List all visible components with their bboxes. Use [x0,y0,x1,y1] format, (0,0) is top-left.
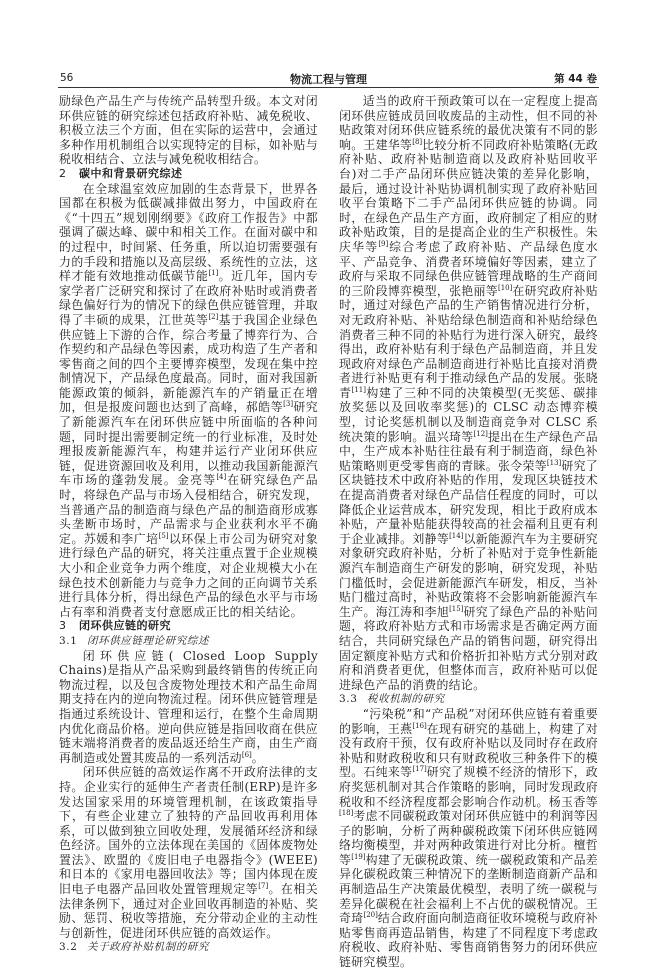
citation-ref: [17] [412,765,427,774]
paragraph-text: 。 [251,750,264,765]
citation-ref: [20] [363,911,378,920]
heading-title: 碳中和背景研究综述 [79,166,183,180]
paragraph-text: 综合考虑了政府补贴、产品绿色度水平、产品竞争、消费者环境偏好等因素，建立了政府与采取不同绿色供应链管理战略的生产商间的三阶段博弈模型，张艳丽等 [339,239,598,298]
citation-ref: [2] [208,312,219,321]
paragraph-text: “污染税”和“产品税”对闭环供应链有着重要的影响，王燕 [339,706,598,736]
citation-ref: [3] [283,400,294,409]
citation-ref: [12] [473,429,488,438]
heading-number: 3.1 [59,634,78,647]
paragraph-text: 比较分析不同政府补贴策略(无政府补贴、政府补贴制造商以及政府补贴回收平台)对二手产品闭环供应链决策的差异化影响，最后，通过设计补贴协调机制实现了政府补贴回收平台策略下二手产品闭环供应链的协调。同时，在绿色产品生产方面，政府制定了相应的财政补贴政策，目的是提高企业的生产积极性。朱庆华等 [339,137,598,254]
citation-ref: [6] [241,750,252,759]
paragraph [59,182,318,620]
paragraph [339,707,598,970]
paragraph-text: 提出在生产绿色产品中，生产成本补贴往往最有利于制造商，绿色补贴策略则更受零售商的青睐。张令荣等 [339,429,598,473]
paragraph-text: 以环保上市公司为研究对象进行绿色产品的研究，将关注重点置于企业规模大小和企业竞争力两个维度，对企业规模大小在绿色技术创新能力与竞争力之间的正向调节关系进行具体分析，得出绿色产品的绿色水平与市场占有率和消费者支付意愿成正比的相关结论。 [59,531,319,619]
paragraph-text: 研究了区块链技术中政府补贴的作用，发现区块链技术在提高消费者对绿色产品信任程度的同时，可以降低企业运营成本，研究发现，相比于政府成本补贴，产量补贴能获得较高的社会福利且更有利于企业减排。刘静等 [339,458,598,546]
paragraph-text: 。在相关法律条例下，通过对企业回收再制造的补贴、奖励、惩罚、税收等措施，充分带动企业的主动性与创新性，促进闭环供应链的高效运作。 [59,882,319,940]
heading-number: 3 [59,619,67,633]
paragraph-text: 考虑不同碳税政策对闭环供应链中的利润等因子的影响，分析了两种碳税政策下闭环供应链网络均衡模型，并对两种政策进行对比分析。檀哲等 [339,809,598,867]
heading-title: 闭环供应链理论研究综述 [87,634,210,647]
paragraph-text: 在研究政府补贴时，通过对绿色产品的生产销售情况进行分析，对无政府补贴、补贴给绿色制造商和补贴给绿色消费者三种不同的补贴行为进行深入研究，最终得出，政府补贴有利于绿色产品制造商，并且发现政府对绿色产品制造商进行补贴比直接对消费者进行补贴更有利于推动绿色产品的发展。张晓青 [339,283,598,400]
paragraph-text: 。近几年，国内专家学者广泛研究和探讨了在政府补贴时或消费者绿色偏好行为的情况下的绿色供应链管理，并取得了丰硕的成果，江世英等 [59,269,319,327]
volume-label: 第 44 卷 [554,73,597,85]
heading-title: 闭环供应链的研究 [79,619,171,633]
citation-ref: [10] [498,283,513,292]
paragraph-text: 基于我国企业绿色供应链上下游的合作，综合考量了博弈行为、合作契约和产品绿色等因素，成功构造了生产者和零售商之间的四个主要博弈模型，发现在集中控制情况下，产品绿色度最高。同时，面对我国新能源政策的倾斜，新能源汽车的产销量正在增加，但是报废问题也达到了高峰，郝皓等 [59,312,319,415]
journal-title: 物流工程与管理 [290,73,367,86]
paragraph-text: 在全球温室效应加剧的生态背景下，世界各国都在积极为低碳减排做出努力，中国政府在《“十四五”规划刚纲要》《政府工作报告》中都强调了碳达峰、碳中和相关工作。在面对碳中和的过程中，时间紧、任务重，所以迫切需要强有力的手段和措施以及高层级、系统性的立法，这样才能有效地推动低碳节能 [59,181,318,284]
paragraph-text: 闭环供应链( Closed Loop Supply Chains)是指从产品采购到最终销售的传统正向物流过程，以及包含废物处理技术和产品生命周期支持在内的逆向物流过程。闭环供应链管理是指通过系统设计、管理和运行，在整个生命周期内优化商品价格。逆向供应链是指回收商在供应链末端将消费者的废品返还给生产商，由生产商再制造或处置其废品的一系列活动 [59,648,318,765]
paragraph [59,94,318,167]
paragraph [59,765,318,940]
paragraph-text: 研究了绿色产品的补贴问题，将政府补贴方式和市场需求是否确定两方面结合，共同研究绿色产品的销售问题，研究得出固定额度补贴方式和价格折扣补贴方式分别对政府和消费者更优，但整体而言，政府补贴可以促进绿色产品的消费的结论。 [339,604,598,692]
paragraph-text: 研究了规模不经济的情形下，政府奖惩机制对其合作策略的影响，同时发现政府税收和不经济程度都会影响合作动机。杨玉香等 [339,765,598,809]
heading-number: 3.2 [59,941,78,954]
citation-ref: [16] [412,721,427,730]
header-rule [58,87,599,88]
citation-ref: [4] [216,473,227,482]
heading-title: 税收机制的研究 [367,693,445,706]
subsection-heading [339,692,598,707]
heading-number: 3.3 [339,693,358,706]
citation-ref: [15] [449,604,464,613]
paragraph-text: 闭环供应链的高效运作离不开政府法律的支持。企业实行的延伸生产者责任制(ERP)是许多发达国家采用的环境管理机制，在该政策指导下，有些企业建立了独特的产品回收再利用体系，可以做到独立回收处理，发展循环经济和绿色经济。国外的立法体现在美国的《固体废物处置法》、欧盟的《废旧电子电器指令》(WEEE)和日本的《家用电器回收法》等；国内体现在废旧电子电器产品回收处置管理规定等 [59,765,318,897]
citation-ref: [14] [449,531,464,540]
left-column [59,94,318,955]
citation-ref: [5] [158,531,169,540]
citation-ref: [11] [351,385,366,394]
citation-ref: [9] [378,239,389,248]
paragraph [59,649,318,766]
paragraph-text: 适当的政府干预政策可以在一定程度上提高闭环供应链成员回收废品的主动性，但不同的补贴政策对闭环供应链系统的最优决策有不同的影响。王建华等 [339,94,598,152]
citation-ref: [13] [546,458,562,467]
paragraph-text: 研究了新能源汽车在闭环供应链中所面临的各种问题，同时提出需要制定统一的行业标准，及时处理报废新能源汽车，构建并运行产业闭环供应链，促进资源回收及利用，以推动我国新能源汽车市场的蓬勃发展。金亮等 [59,400,319,488]
right-column [339,94,598,970]
paragraph-text: 以新能源汽车为主要研究对象研究政府补贴，分析了补贴对于竞争性新能源汽车制造商生产研发的影响，研究发现，补贴门槛低时，会促进新能源汽车研发，相反，当补贴门槛过高时，补贴政策将不会影响新能源汽车生产。海江涛和李旭 [339,531,598,619]
section-heading [59,619,318,634]
citation-ref: [1] [208,269,219,278]
citation-ref: [19] [351,852,366,861]
paragraph [339,94,598,692]
citation-ref: [7] [258,882,269,891]
subsection-heading [59,634,318,649]
paragraph-text: 构建了无碳税政策、统一碳税政策和产品差异化碳税政策三种情况下的垄断制造商新产品和再制造品生产决策最优模型，表明了统一碳税与差异化碳税在社会福利上不占优的碳税情况。王奇琦 [339,852,598,926]
page-number: 56 [60,72,74,84]
paragraph-text: 构建了三种不同的决策模型(无奖惩、碳排放奖惩以及回收率奖惩)的 CLSC 动态博弈模型，讨论奖惩机制以及制造商竞争对 CLSC 系统决策的影响。温兴琦等 [339,385,598,444]
citation-ref: [18] [339,809,354,818]
subsection-heading [59,940,318,955]
heading-number: 2 [59,166,67,180]
paragraph-text: 结合政府面向制造商征收环境税与政府补贴零售商再造品销售，构建了不同程度下考虑政府税收、政府补贴、零售商销售努力的闭环供应链研究模型。 [339,911,598,970]
paragraph-text: 在现有研究的基础上，构建了对没有政府干预，仅有政府补贴以及同时存在政府补贴和财政税收和只有财政税收三种条件下的模型。石纯来等 [339,721,598,780]
heading-title: 关于政府补贴机制的研究 [87,941,210,954]
paragraph-text: 励绿色产品生产与传统产品转型升级。本文对闭环供应链的研究综述包括政府补贴、减免税收、积极立法三个方面，但在实际的运营中，会通过多种作用机制组合以实现特定的目标，如补贴与税收相结合、立法与减免税收相结合。 [59,94,318,167]
citation-ref: [8] [412,137,423,146]
paragraph-text: 在研究绿色产品时，将绿色产品与市场入侵相结合，研究发现，当普通产品的制造商与绿色产品的制造商形成寡头垄断市场时，产品需求与企业获利水平不确定。苏媛和李广培 [59,473,318,546]
running-header [58,70,599,86]
section-heading [59,167,318,182]
